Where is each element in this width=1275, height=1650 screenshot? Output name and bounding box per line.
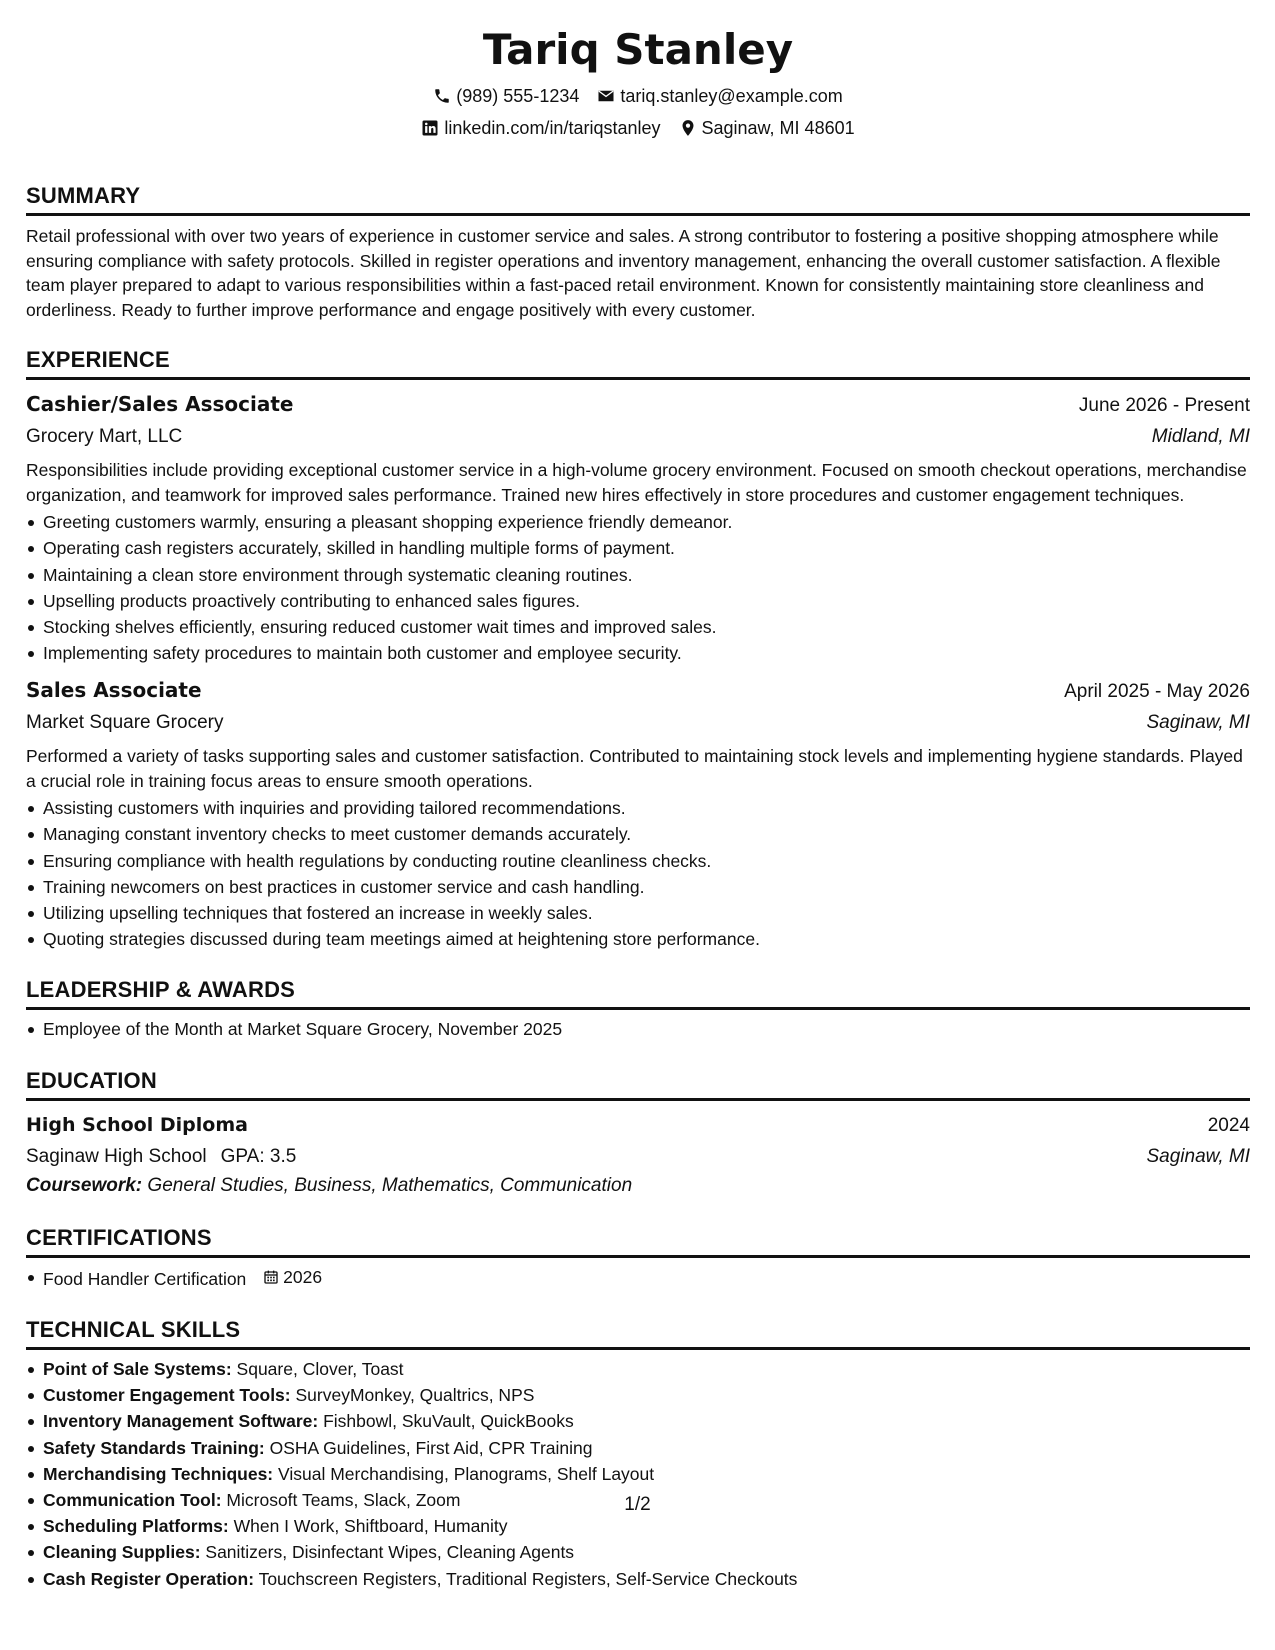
skill-label: Customer Engagement Tools: (43, 1385, 291, 1406)
skill-value: Square, Clover, Toast (236, 1358, 404, 1379)
coursework (26, 1172, 1250, 1200)
list-item: Upselling products proactively contributing to enhanced sales figures. (26, 588, 1250, 614)
skill-label: Communication Tool: (43, 1489, 222, 1510)
list-item (26, 1461, 1250, 1487)
coursework-list: General Studies, Business, Mathematics, Communication (147, 1174, 633, 1196)
list-item: Employee of the Month at Market Square Grocery, November 2025 (26, 1016, 1250, 1042)
job-location: Midland, MI (1151, 426, 1250, 448)
phone-number[interactable]: (989) 555-1234 (456, 86, 580, 106)
map-pin-icon (679, 119, 697, 137)
leadership-heading: LEADERSHIP & AWARDS (26, 976, 1250, 1010)
list-item: Ensuring compliance with health regulations by conducting routine cleanliness checks. (26, 848, 1250, 874)
certifications-heading: CERTIFICATIONS (26, 1224, 1250, 1258)
list-item (26, 1566, 1250, 1592)
skill-value: OSHA Guidelines, First Aid, CPR Training (269, 1437, 593, 1458)
list-item (26, 1382, 1250, 1408)
job-title: Sales Associate (26, 678, 202, 703)
contact-line-2 (26, 116, 1250, 140)
list-item: Quoting strategies discussed during team meetings aimed at heightening store performance. (26, 926, 1250, 952)
job-dates: April 2025 - May 2026 (1064, 681, 1250, 703)
list-item (26, 1539, 1250, 1565)
page-number: 1/2 (624, 1494, 651, 1515)
certification-name: Food Handler Certification (43, 1268, 247, 1289)
skill-value: Touchscreen Registers, Traditional Registers, Self-Service Checkouts (258, 1568, 798, 1589)
coursework-label: Coursework: (26, 1174, 143, 1196)
linkedin-icon (421, 119, 439, 137)
email-contact (597, 84, 842, 108)
school-name: Saginaw High School (26, 1145, 207, 1167)
list-item: Managing constant inventory checks to meet customer demands accurately. (26, 821, 1250, 847)
education-heading: EDUCATION (26, 1067, 1250, 1101)
job-title: Cashier/Sales Associate (26, 392, 294, 417)
list-item: Greeting customers warmly, ensuring a pleasant shopping experience friendly demeanor. (26, 509, 1250, 535)
location-text: Saginaw, MI 48601 (701, 118, 855, 138)
linkedin-contact (421, 116, 660, 140)
list-item (26, 1356, 1250, 1382)
phone-icon (433, 87, 451, 105)
leadership-list (26, 1016, 1250, 1042)
job-entry-2 (26, 676, 1250, 952)
experience-heading: EXPERIENCE (26, 346, 1250, 380)
list-item (26, 1264, 1250, 1292)
skill-label: Safety Standards Training: (43, 1437, 265, 1458)
email-link[interactable]: tariq.stanley@example.com (620, 86, 843, 106)
calendar-icon (263, 1269, 279, 1285)
list-item: Implementing safety procedures to maintain both customer and employee security. (26, 640, 1250, 666)
list-item: Operating cash registers accurately, skilled in handling multiple forms of payment. (26, 535, 1250, 561)
list-item (26, 1513, 1250, 1539)
job-dates: June 2026 - Present (1078, 395, 1250, 417)
job-description: Performed a variety of tasks supporting sales and customer satisfaction. Contributed to maintaining stock levels and implementing hygiene standards. Played a crucial role in training focus areas to ensure smooth operations. (26, 746, 1243, 791)
job-description: Responsibilities include providing exceptional customer service in a high-volume grocery environment. Focused on smooth checkout operations, merchandise organization, and teamwork for improved sales performance. Trained new hires effectively in store procedures and customer engagement techniques. (26, 460, 1247, 505)
skill-label: Cleaning Supplies: (43, 1542, 201, 1563)
list-item: Utilizing upselling techniques that fostered an increase in weekly sales. (26, 900, 1250, 926)
skills-heading: TECHNICAL SKILLS (26, 1316, 1250, 1350)
resume-header (26, 22, 1250, 140)
list-item: Maintaining a clean store environment through systematic cleaning routines. (26, 562, 1250, 588)
linkedin-link[interactable]: linkedin.com/in/tariqstanley (444, 118, 661, 138)
skills-list (26, 1356, 1250, 1592)
list-item: Assisting customers with inquiries and providing tailored recommendations. (26, 795, 1250, 821)
summary-text: Retail professional with over two years of experience in customer service and sales. A strong contributor to fostering a positive shopping atmosphere while ensuring compliance with safety protocols. Skilled in register operations and inventory management, enhancing the overall customer satisfaction. A flexible team player prepared to adapt to various responsibilities within a fast-paced retail environment. Known for consistently maintaining store cleanliness and orderliness. Ready to further improve performance and engage positively with every customer. (26, 226, 1221, 320)
list-item: Training newcomers on best practices in customer service and cash handling. (26, 874, 1250, 900)
skill-value: Fishbowl, SkuVault, QuickBooks (323, 1411, 574, 1432)
list-item (26, 1408, 1250, 1434)
skill-label: Merchandising Techniques: (43, 1463, 274, 1484)
skill-label: Scheduling Platforms: (43, 1516, 229, 1537)
envelope-icon (597, 87, 615, 105)
location-contact (679, 116, 855, 140)
certification-year: 2026 (283, 1266, 323, 1287)
contact-line-1 (26, 84, 1250, 108)
skill-label: Point of Sale Systems: (43, 1358, 232, 1379)
resume-page (26, 0, 1250, 1592)
skill-value: Visual Merchandising, Planograms, Shelf Layout (278, 1463, 655, 1484)
education-entry (26, 1111, 1250, 1200)
job-location: Saginaw, MI (1146, 712, 1250, 734)
graduation-year: 2024 (1207, 1114, 1250, 1136)
job-bullets (26, 795, 1250, 952)
phone-contact (433, 84, 579, 108)
skill-value: SurveyMonkey, Qualtrics, NPS (295, 1385, 535, 1406)
gpa: GPA: 3.5 (220, 1145, 297, 1167)
job-bullets (26, 509, 1250, 666)
skill-label: Inventory Management Software: (43, 1411, 319, 1432)
job-company: Grocery Mart, LLC (26, 426, 183, 448)
skill-label: Cash Register Operation: (43, 1568, 255, 1589)
skill-value: Microsoft Teams, Slack, Zoom (226, 1489, 461, 1510)
candidate-name: Tariq Stanley (482, 25, 794, 74)
skill-value: When I Work, Shiftboard, Humanity (233, 1516, 508, 1537)
job-entry-1 (26, 390, 1250, 666)
degree-title: High School Diploma (26, 1113, 248, 1136)
job-company: Market Square Grocery (26, 712, 224, 734)
certifications-list (26, 1264, 1250, 1292)
summary-heading: SUMMARY (26, 182, 1250, 216)
skill-value: Sanitizers, Disinfectant Wipes, Cleaning Agents (205, 1542, 575, 1563)
list-item: Stocking shelves efficiently, ensuring reduced customer wait times and improved sales. (26, 614, 1250, 640)
list-item (26, 1435, 1250, 1461)
school-location: Saginaw, MI (1146, 1145, 1250, 1167)
